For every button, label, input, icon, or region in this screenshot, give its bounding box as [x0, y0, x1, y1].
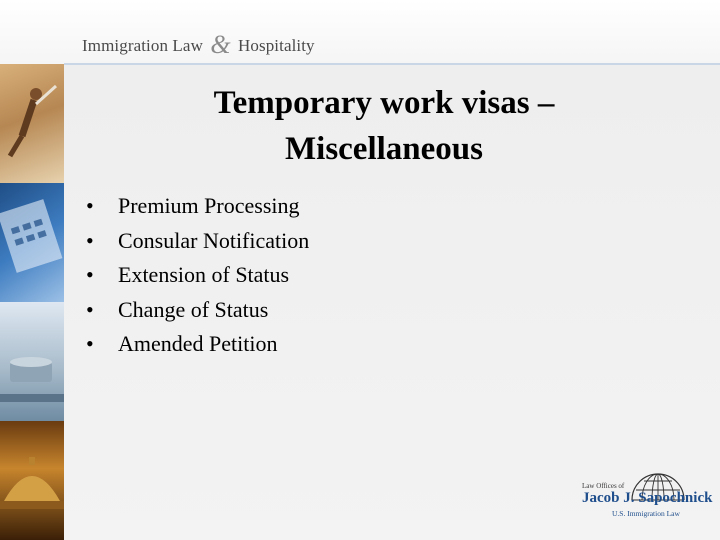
header-bar: [0, 0, 720, 64]
bullet-icon: •: [86, 296, 94, 322]
title-line-2: Miscellaneous: [285, 131, 483, 167]
photo-service-bell: [0, 421, 64, 540]
service-bell-icon: [0, 421, 64, 540]
bullet-text: Extension of Status: [118, 262, 290, 287]
firm-name: Jacob J. Sapochnick: [582, 490, 713, 506]
calculator-icon: [0, 183, 64, 293]
list-item: [86, 189, 309, 224]
law-offices-label: Law Offices of: [582, 482, 625, 490]
bullet-text: Premium Processing: [118, 193, 300, 218]
bullet-text: Change of Status: [118, 296, 269, 322]
list-item: [86, 224, 309, 259]
brand-part-1: Immigration Law: [82, 36, 203, 55]
firm-tagline: U.S. Immigration Law: [612, 509, 680, 518]
photo-dining: [0, 302, 64, 421]
brand-ampersand: &: [210, 30, 231, 59]
list-item: [86, 258, 309, 293]
title-line-1: Temporary work visas –: [213, 85, 555, 121]
photo-calculator: [0, 183, 64, 302]
brand-part-2: Hospitality: [238, 36, 315, 55]
slide-title: [64, 80, 704, 172]
photo-golfer: [0, 64, 64, 183]
photo-strip: [0, 0, 64, 540]
bullet-text: Consular Notification: [118, 227, 310, 253]
bullet-list: [86, 189, 309, 362]
bullet-text: Amended Petition: [118, 331, 278, 356]
brand-title: [82, 28, 315, 58]
list-item: [86, 327, 309, 362]
bullet-icon: •: [86, 193, 94, 218]
cookware-icon: [0, 302, 64, 417]
law-office-logo: [582, 460, 713, 522]
golfer-icon: [0, 64, 64, 179]
bullet-icon: •: [86, 331, 94, 356]
bullet-icon: •: [86, 227, 94, 253]
bullet-icon: •: [86, 262, 94, 287]
list-item: [86, 293, 309, 328]
